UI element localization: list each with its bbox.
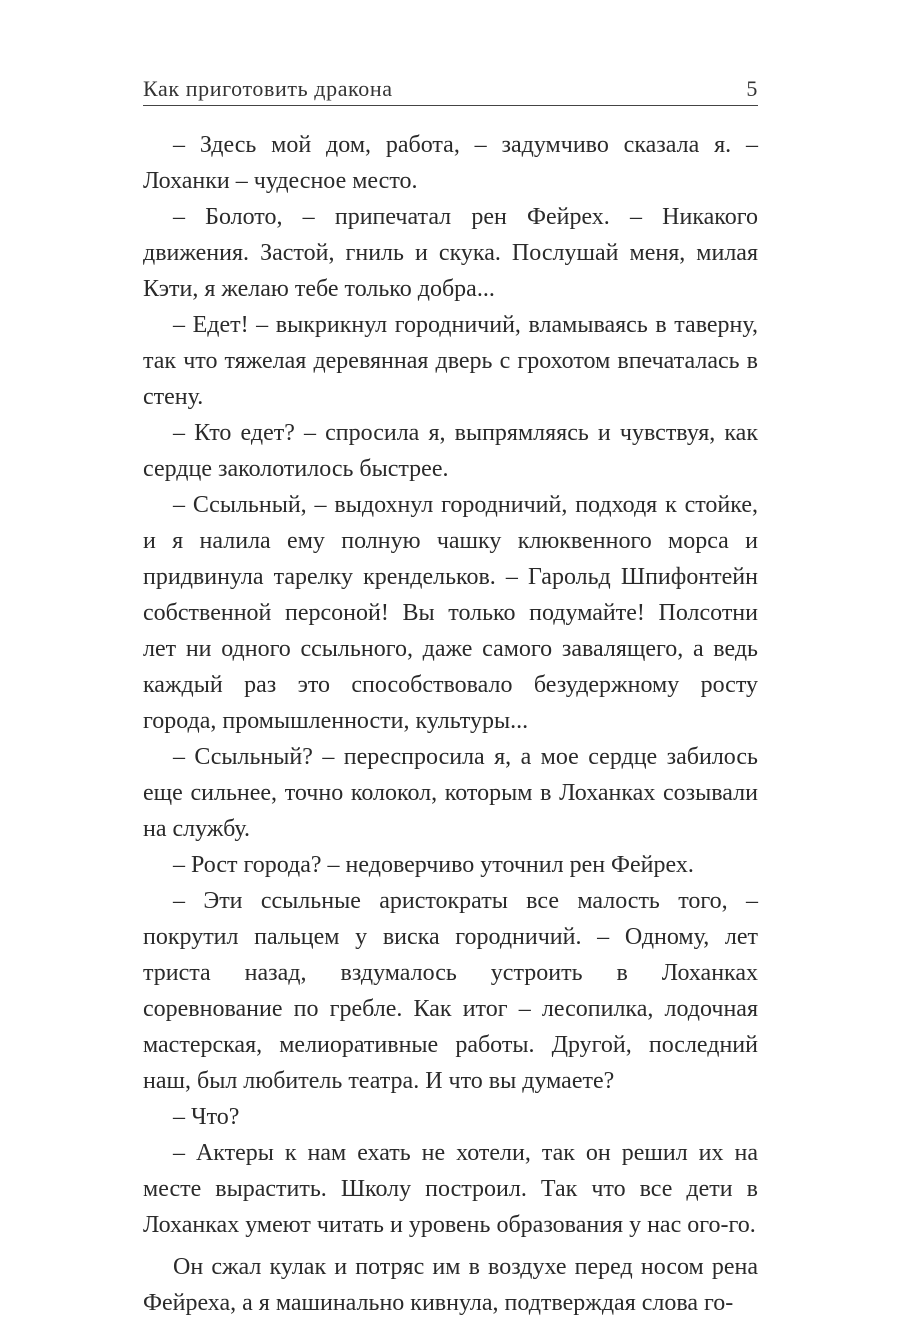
- paragraph: Он сжал кулак и потряс им в воздухе перед носом рена Фейреха, а я машинально кивнула, подтверждая слова го-: [143, 1254, 758, 1316]
- paragraph: – Здесь мой дом, работа, – задумчиво сказала я. – Лоханки – чудесное место.: [143, 132, 758, 194]
- paragraph: – Эти ссыльные аристократы все малость того, – покрутил пальцем у виска городничий. – Одному, лет триста назад, вздумалось устроить в Лоханках соревнование по гребле. Как итог – лесопилка, лодочная мастерская, мелиоративные работы. Другой, последний наш, был любитель театра. И что вы думаете?: [143, 888, 758, 1094]
- page-number: 5: [746, 76, 758, 101]
- running-head: [143, 68, 758, 102]
- header-rule: [143, 105, 758, 106]
- paragraph: – Рост города? – недоверчиво уточнил рен Фейрех.: [173, 852, 694, 878]
- paragraph: – Едет! – выкрикнул городничий, вламываясь в таверну, так что тяжелая деревянная дверь с грохотом впечаталась в стену.: [143, 312, 758, 410]
- paragraph: – Актеры к нам ехать не хотели, так он решил их на месте вырастить. Школу построил. Так что все дети в Лоханках умеют читать и уровень образования у нас ого-го.: [143, 1140, 758, 1238]
- body-text: [143, 127, 758, 1321]
- paragraph: – Ссыльный, – выдохнул городничий, подходя к стойке, и я налила ему полную чашку клюквенного морса и придвинула тарелку крендельков. – Гарольд Шпифонтейн собственной персоной! Вы только подумайте! Полсотни лет ни одного ссыльного, даже самого завалящего, а ведь каждый раз это способствовало безудержному росту города, промышленности, культуры...: [143, 492, 758, 734]
- paragraph: – Ссыльный? – переспросила я, а мое сердце забилось еще сильнее, точно колокол, которым в Лоханках созывали на службу.: [143, 744, 758, 842]
- paragraph: – Болото, – припечатал рен Фейрех. – Никакого движения. Застой, гниль и скука. Послушай меня, милая Кэти, я желаю тебе только добра...: [143, 204, 758, 302]
- book-title: Как приготовить дракона: [143, 76, 393, 101]
- paragraph: – Что?: [173, 1104, 240, 1130]
- paragraph: – Кто едет? – спросила я, выпрямляясь и чувствуя, как сердце заколотилось быстрее.: [143, 420, 758, 482]
